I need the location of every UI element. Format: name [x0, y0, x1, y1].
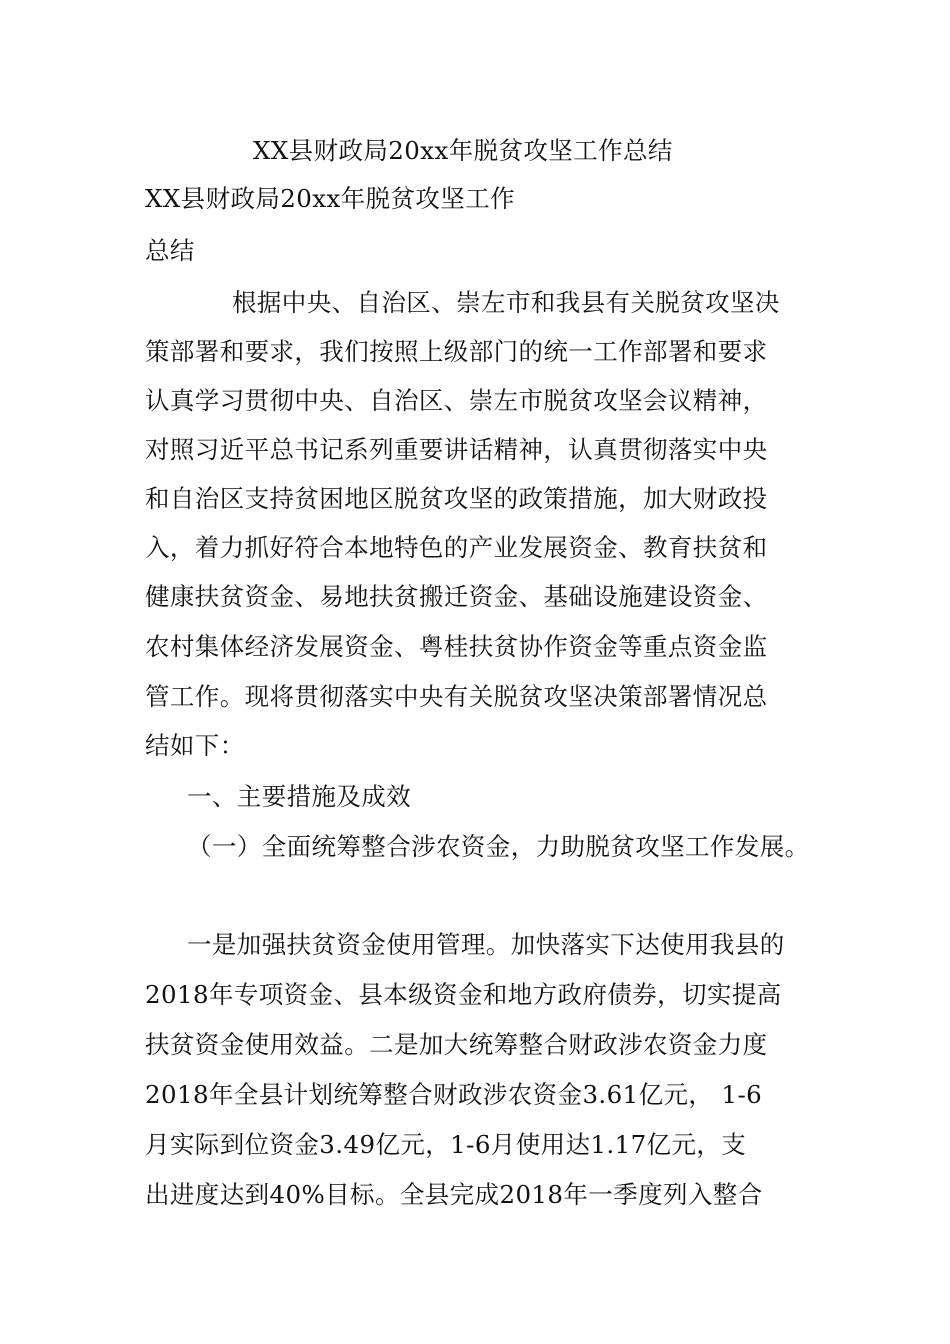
paragraph-line: 结如下：: [145, 731, 245, 760]
document-subtitle-line-2: 总结: [145, 236, 195, 265]
subsection-heading: （一）全面统筹整合涉农资金，力助脱贫攻坚工作发展。: [187, 832, 810, 861]
paragraph-line: 入，着力抓好符合本地特色的产业发展资金、教育扶贫和: [145, 533, 768, 562]
paragraph-line: 月实际到位资金3.49亿元，1-6月使用达1.17亿元，支: [145, 1130, 747, 1159]
paragraph-line: 和自治区支持贫困地区脱贫攻坚的政策措施，加大财政投: [145, 484, 768, 513]
paragraph-line: 认真学习贯彻中央、自治区、崇左市脱贫攻坚会议精神，: [145, 386, 768, 415]
paragraph-line: 农村集体经济发展资金、粤桂扶贫协作资金等重点资金监: [145, 632, 768, 661]
paragraph-line: 2018年全县计划统筹整合财政涉农资金3.61亿元， 1-6: [145, 1080, 763, 1109]
paragraph-line: 策部署和要求，我们按照上级部门的统一工作部署和要求: [145, 337, 768, 366]
paragraph-line: 根据中央、自治区、崇左市和我县有关脱贫攻坚决: [232, 288, 780, 317]
section-heading: 一、主要措施及成效: [187, 782, 412, 811]
paragraph-line: 一是加强扶贫资金使用管理。加快落实下达使用我县的: [187, 930, 785, 959]
paragraph-line: 管工作。现将贯彻落实中央有关脱贫攻坚决策部署情况总: [145, 682, 768, 711]
paragraph-line: 扶贫资金使用效益。二是加大统筹整合财政涉农资金力度: [145, 1030, 768, 1059]
paragraph-line: 出进度达到40%目标。全县完成2018年一季度列入整合: [145, 1180, 763, 1209]
document-title: XX县财政局20xx年脱贫攻坚工作总结: [253, 136, 673, 165]
paragraph-line: 2018年专项资金、县本级资金和地方政府债券，切实提高: [145, 980, 782, 1009]
paragraph-line: 对照习近平总书记系列重要讲话精神，认真贯彻落实中央: [145, 435, 768, 464]
document-subtitle-line-1: XX县财政局20xx年脱贫攻坚工作: [145, 184, 515, 213]
paragraph-line: 健康扶贫资金、易地扶贫搬迁资金、基础设施建设资金、: [145, 582, 768, 611]
